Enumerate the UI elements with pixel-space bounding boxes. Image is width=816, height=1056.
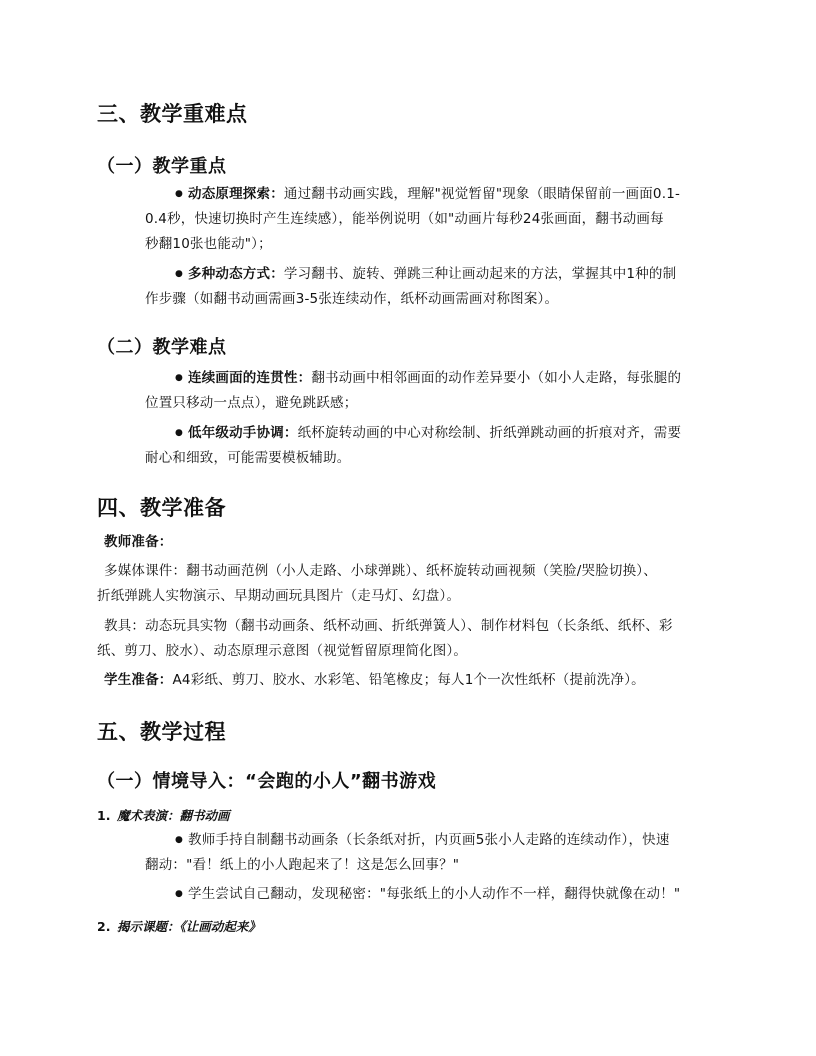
bullet-label: 动态原理探索： bbox=[188, 186, 284, 202]
bullet-key-point-1-line1 bbox=[188, 182, 680, 207]
bullet-difficulty-2-line1 bbox=[188, 421, 681, 446]
tools-line1: 教具：动态玩具实物（翻书动画条、纸杯动画、折纸弹簧人）、制作材料包（长条纸、纸杯、彩 bbox=[104, 618, 673, 634]
bullet-label: 低年级动手协调： bbox=[188, 425, 298, 441]
bullet-label: 连续画面的连贯性： bbox=[188, 370, 312, 386]
bullet-key-point-2-line1 bbox=[188, 262, 676, 287]
bullet-key-point-2-line2: 作步骤（如翻书动画需画3-5张连续动作，纸杯动画需画对称图案）。 bbox=[145, 291, 559, 307]
bullet-text: 学习翻书、旋转、弹跳三种让画动起来的方法，掌握其中1种的制 bbox=[283, 266, 677, 282]
item-1 bbox=[97, 806, 230, 824]
item-number: 2. bbox=[97, 919, 111, 934]
section-3-heading: 三、教学重难点 bbox=[97, 102, 248, 126]
student-prep-label: 学生准备： bbox=[104, 672, 173, 688]
bullet-difficulty-1-line1 bbox=[188, 366, 681, 391]
media-line2: 折纸弹跳人实物演示、早期动画玩具图片（走马灯、幻盘）。 bbox=[97, 588, 461, 604]
item-2 bbox=[97, 917, 261, 935]
item-1-bullet-1-line1: 教师手持自制翻书动画条（长条纸对折，内页画5张小人走路的连续动作），快速 bbox=[188, 832, 670, 848]
bullet-text: 翻书动画中相邻画面的动作差异要小（如小人走路，每张腿的 bbox=[311, 370, 682, 386]
bullet-icon: ● bbox=[175, 835, 183, 845]
bullet-key-point-1-line2: 0.4秒，快速切换时产生连续感），能举例说明（如"动画片每秒24张画面，翻书动画每 bbox=[145, 211, 664, 227]
bullet-icon: ● bbox=[175, 269, 183, 279]
bullet-difficulty-1-line2: 位置只移动一点点），避免跳跃感； bbox=[145, 395, 358, 411]
bullet-difficulty-2-line2: 耐心和细致，可能需要模板辅助。 bbox=[145, 450, 351, 466]
teacher-prep-label: 教师准备： bbox=[104, 534, 173, 550]
bullet-icon: ● bbox=[175, 889, 183, 899]
subsection-intro-heading: （一）情境导入：“会跑的小人”翻书游戏 bbox=[97, 771, 437, 792]
item-label: 揭示课题：《让画动起来》 bbox=[117, 919, 261, 934]
bullet-label: 多种动态方式： bbox=[188, 266, 284, 282]
bullet-text: 通过翻书动画实践，理解"视觉暂留"现象（眼睛保留前一画面0.1- bbox=[283, 186, 681, 202]
bullet-key-point-1-line3: 秒翻10张也能动"）； bbox=[145, 236, 272, 252]
bullet-text: 纸杯旋转动画的中心对称绘制、折纸弹跳动画的折痕对齐，需要 bbox=[297, 425, 682, 441]
student-prep-line bbox=[104, 668, 645, 693]
media-line1: 多媒体课件：翻书动画范例（小人走路、小球弹跳）、纸杯旋转动画视频（笑脸/哭脸切换）、 bbox=[104, 563, 657, 579]
tools-line2: 纸、剪刀、胶水）、动态原理示意图（视觉暂留原理简化图）。 bbox=[97, 643, 468, 659]
bullet-icon: ● bbox=[175, 373, 183, 383]
subsection-difficulties-heading: （二）教学难点 bbox=[97, 337, 227, 358]
bullet-icon: ● bbox=[175, 189, 183, 199]
section-5-heading: 五、教学过程 bbox=[97, 720, 226, 744]
item-1-bullet-2: 学生尝试自己翻动，发现秘密："每张纸上的小人动作不一样，翻得快就像在动！" bbox=[188, 886, 681, 902]
item-label: 魔术表演：翻书动画 bbox=[117, 808, 230, 823]
bullet-icon: ● bbox=[175, 428, 183, 438]
section-4-heading: 四、教学准备 bbox=[97, 496, 226, 520]
student-prep-text: A4彩纸、剪刀、胶水、水彩笔、铅笔橡皮；每人1个一次性纸杯（提前洗净）。 bbox=[172, 672, 645, 688]
item-number: 1. bbox=[97, 808, 111, 823]
subsection-key-points-heading: （一）教学重点 bbox=[97, 156, 227, 177]
item-1-bullet-1-line2: 翻动："看！纸上的小人跑起来了！这是怎么回事？" bbox=[145, 857, 460, 873]
